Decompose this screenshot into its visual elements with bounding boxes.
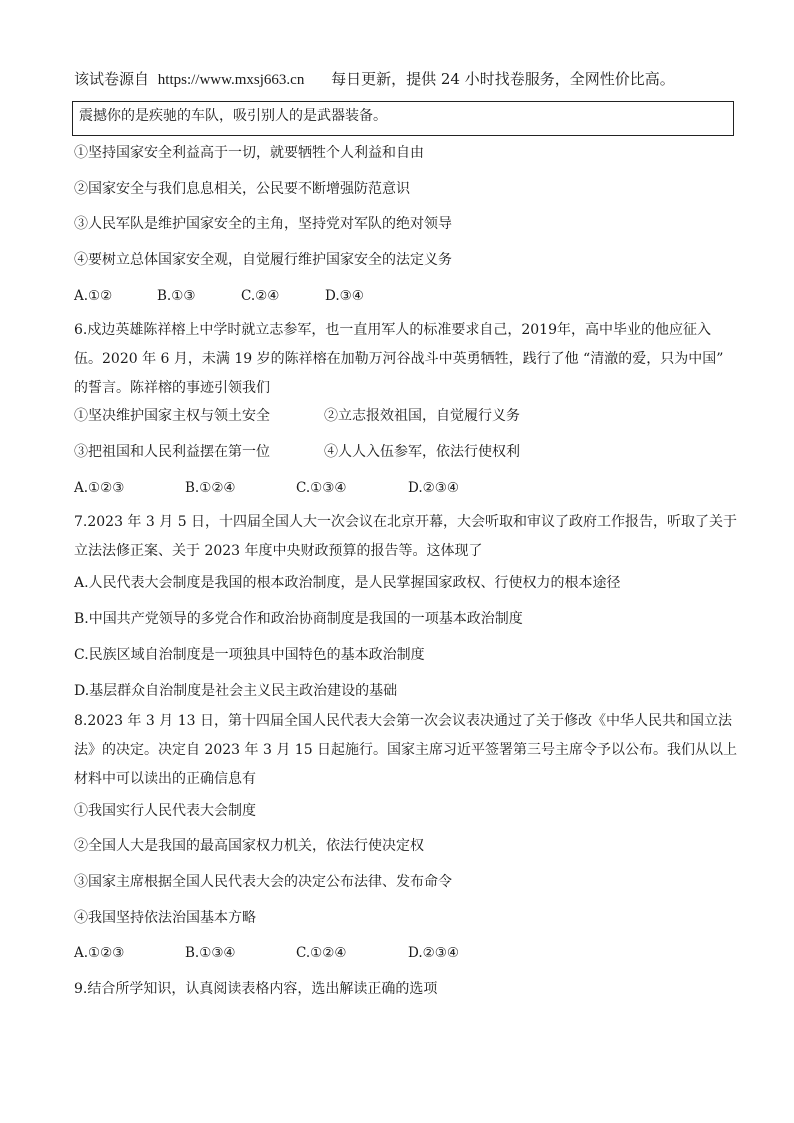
q7-stem [74, 508, 738, 566]
q6-option-b: B.①②④ [185, 480, 236, 496]
q8-options [74, 944, 459, 962]
q7-stem-line: 立法法修正案、关于 2023 年度中央财政预算的报告等。这体现了 [74, 543, 483, 559]
header-slogan: 每日更新，提供 24 小时找卷服务，全网性价比高。 [331, 70, 675, 88]
q6-option-d: D.②③④ [408, 480, 459, 496]
q6-item-2: ②立志报效祖国，自觉履行义务 [324, 408, 520, 424]
q8-item-2: ②全国人大是我国的最高国家权力机关，依法行使决定权 [74, 838, 424, 854]
q5-item-2: ②国家安全与我们息息相关，公民要不断增强防范意识 [74, 181, 410, 197]
page-header [74, 69, 675, 90]
q5-option-d: D.③④ [325, 288, 364, 304]
header-site-link[interactable]: https://www.mxsj663.cn [157, 72, 305, 88]
q5-item-4: ④要树立总体国家安全观，自觉履行维护国家安全的法定义务 [74, 252, 452, 268]
q8-stem-line: 8.2023 年 3 月 13 日，第十四届全国人民代表大会第一次会议表决通过了关于修改《中华人民共和国立法 [74, 713, 732, 729]
q6-item-1: ①坚决维护国家主权与领土安全 [74, 408, 270, 424]
q8-option-d: D.②③④ [408, 945, 459, 961]
q6-items-row-1 [74, 407, 520, 425]
q8-option-a: A.①②③ [74, 945, 125, 961]
q6-stem-line: 的誓言。陈祥榕的事迹引领我们 [74, 380, 270, 396]
q6-item-3: ③把祖国和人民利益摆在第一位 [74, 444, 270, 460]
q9-stem: 9.结合所学知识，认真阅读表格内容，选出解读正确的选项 [74, 981, 438, 997]
q8-stem [74, 707, 738, 794]
q5-options [74, 287, 364, 305]
q6-stem [74, 316, 724, 403]
q8-item-1: ①我国实行人民代表大会制度 [74, 803, 256, 819]
q7-choice-c: C.民族区域自治制度是一项独具中国特色的基本政治制度 [74, 647, 425, 663]
q5-item-3: ③人民军队是维护国家安全的主角，坚持党对军队的绝对领导 [74, 216, 452, 232]
q8-stem-line: 法》的决定。决定自 2023 年 3 月 15 日起施行。国家主席习近平签署第三号主席令予以公布。我们从以上 [74, 742, 738, 758]
q7-choice-d: D.基层群众自治制度是社会主义民主政治建设的基础 [74, 683, 398, 699]
q5-option-a: A.①② [74, 288, 113, 304]
q8-option-c: C.①②④ [296, 945, 347, 961]
q5-item-1: ①坚持国家安全利益高于一切，就要牺牲个人利益和自由 [74, 145, 424, 161]
q7-stem-line: 7.2023 年 3 月 5 日，十四届全国人大一次会议在北京开幕，大会听取和审议了政府工作报告，听取了关于 [74, 514, 738, 530]
q6-option-c: C.①③④ [296, 480, 347, 496]
q8-stem-line: 材料中可以读出的正确信息有 [74, 771, 256, 787]
q6-options [74, 479, 459, 497]
q6-items-row-2 [74, 443, 520, 461]
q6-stem-line: 伍。2020 年 6 月，未满 19 岁的陈祥榕在加勒万河谷战斗中英勇牺牲，践行了他 “清澈的爱，只为中国” [74, 351, 724, 367]
q7-choice-b: B.中国共产党领导的多党合作和政治协商制度是我国的一项基本政治制度 [74, 611, 523, 627]
q6-option-a: A.①②③ [74, 480, 125, 496]
header-prefix: 该试卷源自 [74, 70, 150, 88]
q5-option-b: B.①③ [157, 288, 196, 304]
q8-item-3: ③国家主席根据全国人民代表大会的决定公布法律、发布命令 [74, 874, 452, 890]
q5-option-c: C.②④ [241, 288, 280, 304]
material-box-text: 震撼你的是疾驰的车队，吸引别人的是武器装备。 [79, 108, 387, 124]
material-box [72, 101, 734, 136]
q7-choice-a: A.人民代表大会制度是我国的根本政治制度，是人民掌握国家政权、行使权力的根本途径 [74, 575, 621, 591]
q6-stem-line: 6.戍边英雄陈祥榕上中学时就立志参军，也一直用军人的标准要求自己，2019年，高中毕业的他应征入 [74, 322, 711, 338]
q6-item-4: ④人人入伍参军，依法行使权利 [324, 444, 520, 460]
q8-item-4: ④我国坚持依法治国基本方略 [74, 910, 256, 926]
q8-option-b: B.①③④ [185, 945, 236, 961]
